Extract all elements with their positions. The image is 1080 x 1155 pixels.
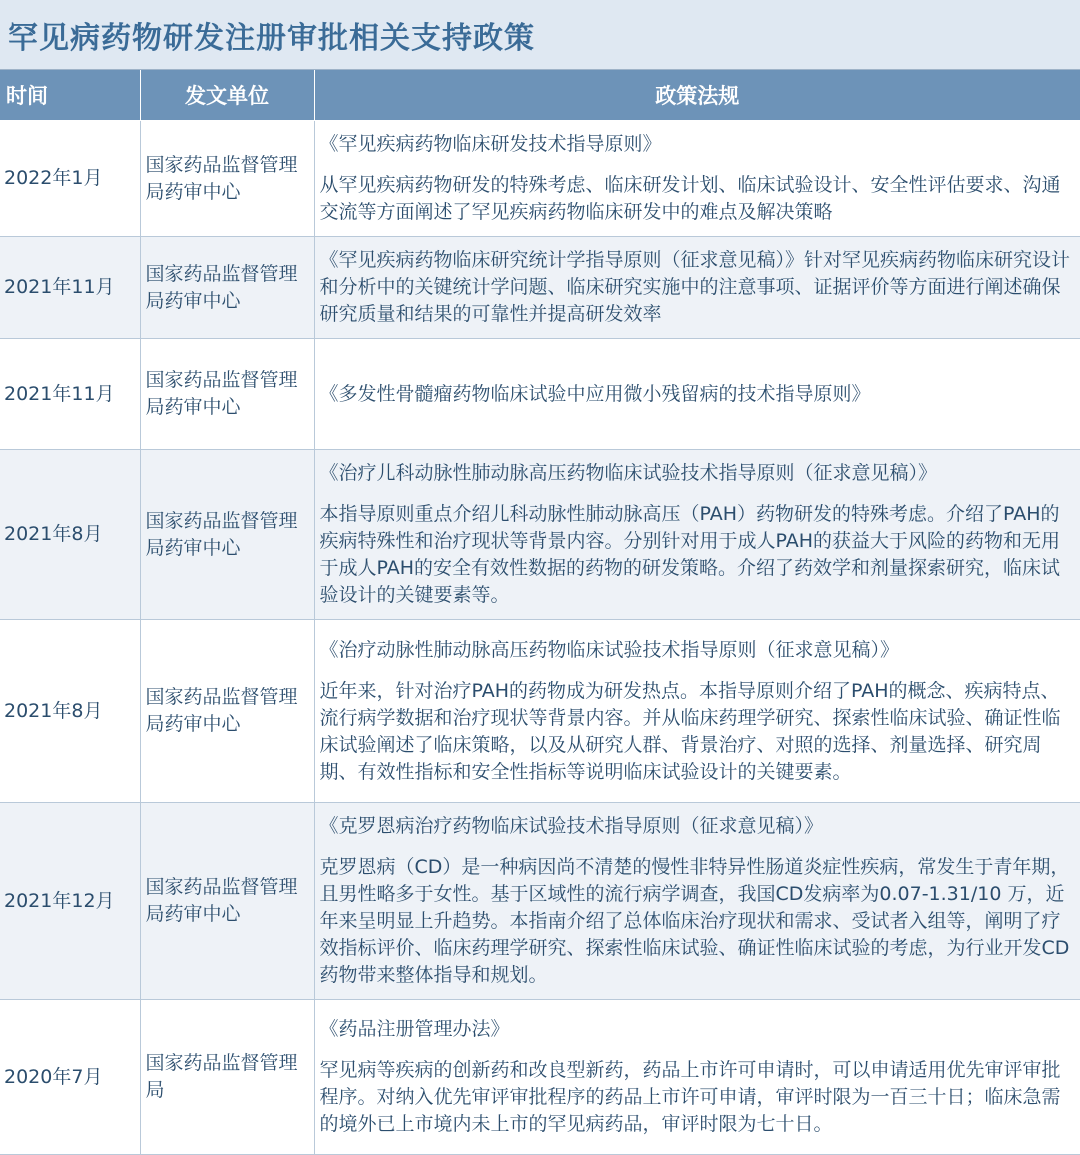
header-unit: 发文单位 <box>140 70 314 121</box>
cell-policy <box>314 237 1080 339</box>
cell-date: 2021年12月 <box>0 803 140 1000</box>
table-row <box>0 237 1080 339</box>
header-policy: 政策法规 <box>314 70 1080 121</box>
cell-unit: 国家药品监督管理局药审中心 <box>140 620 314 803</box>
cell-date: 2020年7月 <box>0 1000 140 1155</box>
policy-description: 罕见病等疾病的创新药和改良型新药，药品上市许可申请时，可以申请适用优先审评审批程序。对纳入优先审评审批程序的药品上市许可申请，审评时限为一百三十日；临床急需的境外已上市境内未上市的罕见病药品，审评时限为七十日。 <box>319 1059 1061 1135</box>
cell-unit: 国家药品监督管理局药审中心 <box>140 803 314 1000</box>
table-row <box>0 620 1080 803</box>
cell-unit: 国家药品监督管理局药审中心 <box>140 450 314 620</box>
policy-table <box>0 70 1080 1155</box>
policy-title: 《药品注册管理办法》 <box>319 1018 510 1040</box>
table-row <box>0 450 1080 620</box>
cell-unit: 国家药品监督管理局药审中心 <box>140 237 314 339</box>
table-header-row <box>0 70 1080 121</box>
cell-unit: 国家药品监督管理局 <box>140 1000 314 1155</box>
title-bar <box>0 0 1080 70</box>
cell-policy <box>314 620 1080 803</box>
cell-policy <box>314 803 1080 1000</box>
cell-date: 2021年11月 <box>0 339 140 450</box>
policy-title: 《罕见疾病药物临床研发技术指导原则》 <box>319 133 662 155</box>
policy-description: 近年来，针对治疗PAH的药物成为研发热点。本指导原则介绍了PAH的概念、疾病特点、流行病学数据和治疗现状等背景内容。并从临床药理学研究、探索性临床试验、确证性临床试验阐述了临床策略，以及从研究人群、背景治疗、对照的选择、剂量选择、研究周期、有效性指标和安全性指标等说明临床试验设计的关键要素。 <box>319 679 1061 783</box>
cell-policy <box>314 450 1080 620</box>
policy-title: 《克罗恩病治疗药物临床试验技术指导原则（征求意见稿）》 <box>319 815 824 837</box>
cell-date: 2022年1月 <box>0 121 140 237</box>
cell-date: 2021年11月 <box>0 237 140 339</box>
policy-title: 《多发性骨髓瘤药物临床试验中应用微小残留病的技术指导原则》 <box>319 382 871 405</box>
table-row <box>0 121 1080 237</box>
table-row <box>0 803 1080 1000</box>
cell-date: 2021年8月 <box>0 450 140 620</box>
policy-title: 《治疗动脉性肺动脉高压药物临床试验技术指导原则（征求意见稿）》 <box>319 638 900 661</box>
cell-unit: 国家药品监督管理局药审中心 <box>140 121 314 237</box>
policy-description: 克罗恩病（CD）是一种病因尚不清楚的慢性非特异性肠道炎症性疾病，常发生于青年期，且男性略多于女性。基于区域性的流行病学调查，我国CD发病率为0.07-1.31/10 万，近年来呈明显上升趋势。本指南介绍了总体临床治疗现状和需求、受试者入组等，阐明了疗效指标评价、临床药理学研究、探索性临床试验、确证性临床试验的考虑，为行业开发CD药物带来整体指导和规划。 <box>319 856 1070 986</box>
cell-policy <box>314 1000 1080 1155</box>
page-title: 罕见病药物研发注册审批相关支持政策 <box>8 20 535 56</box>
policy-description: 本指导原则重点介绍儿科动脉性肺动脉高压（PAH）药物研发的特殊考虑。介绍了PAH的疾病特殊性和治疗现状等背景内容。分别针对用于成人PAH的获益大于风险的药物和无用于成人PAH的安全有效性数据的药物的研发策略。介绍了药效学和剂量探索研究，临床试验设计的关键要素等。 <box>319 503 1061 606</box>
cell-date: 2021年8月 <box>0 620 140 803</box>
table-row <box>0 339 1080 450</box>
cell-unit: 国家药品监督管理局药审中心 <box>140 339 314 450</box>
cell-policy <box>314 339 1080 450</box>
policy-title: 《治疗儿科动脉性肺动脉高压药物临床试验技术指导原则（征求意见稿）》 <box>319 462 938 484</box>
header-time: 时间 <box>0 70 140 121</box>
policy-text: 《罕见疾病药物临床研究统计学指导原则（征求意见稿）》针对罕见疾病药物临床研究设计和分析中的关键统计学问题、临床研究实施中的注意事项、证据评价等方面进行阐述确保研究质量和结果的可靠性并提高研发效率 <box>319 249 1071 325</box>
policy-description: 从罕见疾病药物研发的特殊考虑、临床研发计划、临床试验设计、安全性评估要求、沟通交流等方面阐述了罕见疾病药物临床研发中的难点及解决策略 <box>319 174 1061 223</box>
cell-policy <box>314 121 1080 237</box>
table-row <box>0 1000 1080 1155</box>
